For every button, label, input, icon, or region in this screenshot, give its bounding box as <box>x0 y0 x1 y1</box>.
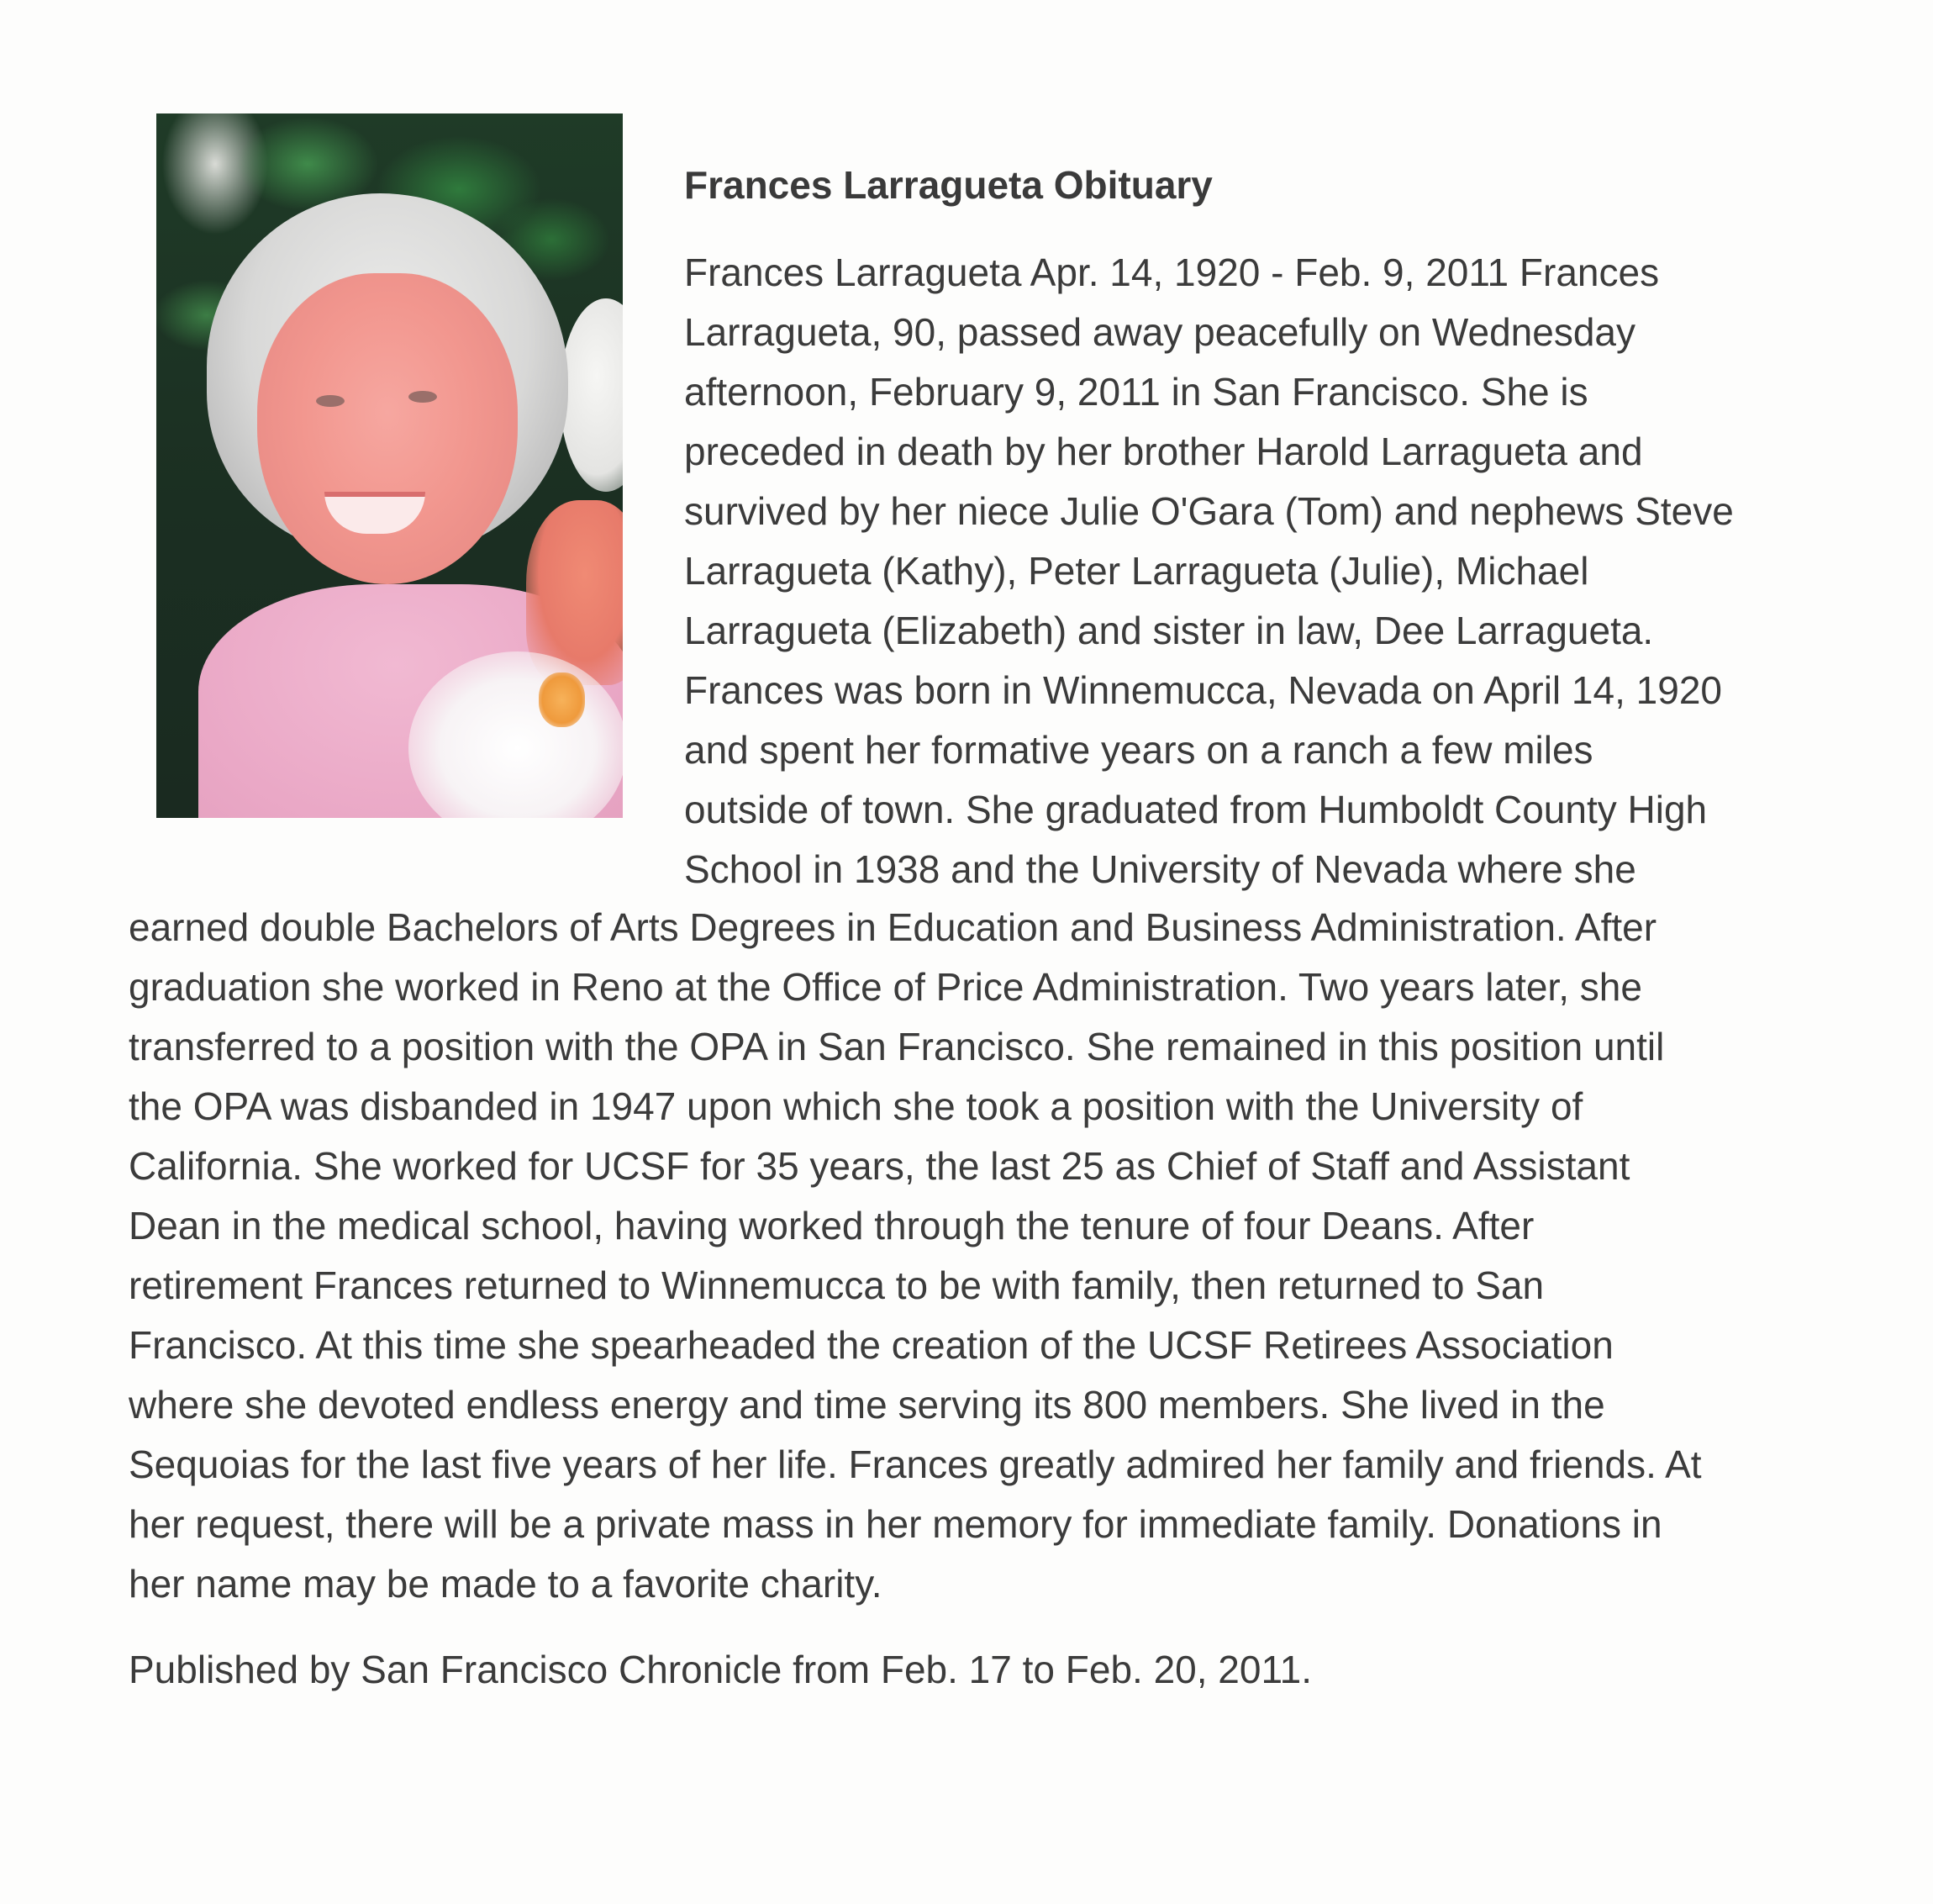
body-line: Larragueta, 90, passed away peacefully on Wednesday <box>684 310 1636 354</box>
obituary-body-beside-photo <box>684 243 1734 899</box>
body-line: Frances was born in Winnemucca, Nevada on April 14, 1920 <box>684 668 1722 712</box>
body-line: preceded in death by her brother Harold Larragueta and <box>684 430 1643 473</box>
body-line: Larragueta (Elizabeth) and sister in law, Dee Larragueta. <box>684 609 1654 652</box>
body-line: School in 1938 and the University of Nevada where she <box>684 847 1636 891</box>
body-line: Francisco. At this time she spearheaded the creation of the UCSF Retirees Association <box>129 1323 1614 1367</box>
body-line: retirement Frances returned to Winnemucca to be with family, then returned to San <box>129 1263 1545 1307</box>
body-line: transferred to a position with the OPA in San Francisco. She remained in this position until <box>129 1025 1665 1068</box>
body-line: afternoon, February 9, 2011 in San Francisco. She is <box>684 370 1588 414</box>
body-line: Dean in the medical school, having worked through the tenure of four Deans. After <box>129 1204 1535 1247</box>
obituary-title: Frances Larragueta Obituary <box>684 163 1213 207</box>
photo-corsage-center <box>539 672 585 727</box>
body-line: graduation she worked in Reno at the Office of Price Administration. Two years later, she <box>129 965 1642 1009</box>
photo-face <box>257 273 518 584</box>
publication-note: Published by San Francisco Chronicle from Feb. 17 to Feb. 20, 2011. <box>129 1648 1313 1691</box>
obituary-body-full-width <box>129 898 1702 1614</box>
photo-eye-right <box>408 391 437 403</box>
body-line: the OPA was disbanded in 1947 upon which she took a position with the University of <box>129 1084 1583 1128</box>
body-line: Frances Larragueta Apr. 14, 1920 - Feb. 9, 2011 Frances <box>684 251 1660 294</box>
body-line: earned double Bachelors of Arts Degrees in Education and Business Administration. After <box>129 905 1657 949</box>
body-line: California. She worked for UCSF for 35 years, the last 25 as Chief of Staff and Assistant <box>129 1144 1630 1188</box>
body-line: her name may be made to a favorite charity. <box>129 1562 882 1606</box>
body-line: her request, there will be a private mass in her memory for immediate family. Donations in <box>129 1502 1662 1546</box>
portrait-photo <box>156 113 623 818</box>
photo-eye-left <box>316 395 345 407</box>
body-line: and spent her formative years on a ranch a few miles <box>684 728 1593 772</box>
body-line: outside of town. She graduated from Humboldt County High <box>684 788 1708 831</box>
body-line: where she devoted endless energy and time serving its 800 members. She lived in the <box>129 1383 1605 1427</box>
body-line: Sequoias for the last five years of her life. Frances greatly admired her family and friends. At <box>129 1443 1702 1486</box>
body-line: Larragueta (Kathy), Peter Larragueta (Julie), Michael <box>684 549 1589 593</box>
body-line: survived by her niece Julie O'Gara (Tom) and nephews Steve <box>684 489 1734 533</box>
